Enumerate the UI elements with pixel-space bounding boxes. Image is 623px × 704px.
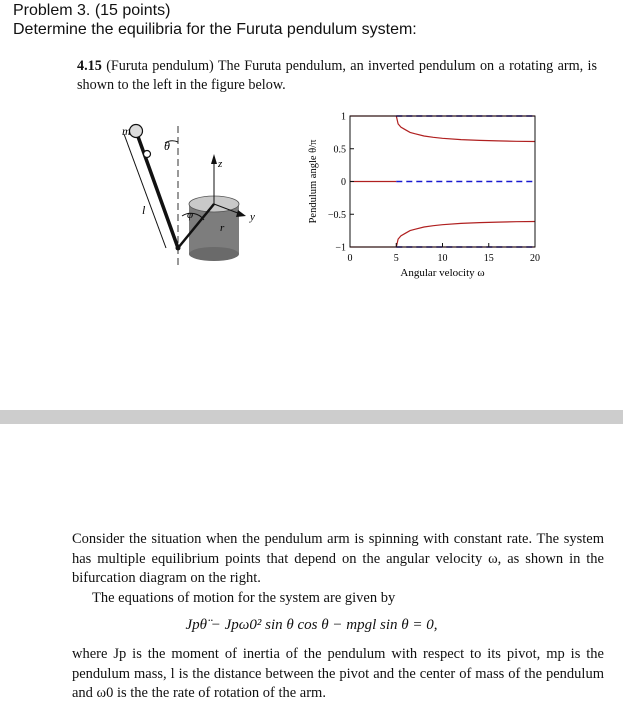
excerpt-paragraph (77, 57, 597, 95)
y-tick-label: 0 (341, 177, 346, 188)
situation-paragraph: Consider the situation when the pendulum arm is spinning with constant rate. The system has multiple equilibrium points that depend on the angular velocity ω, as shown in the bifurcation diagram on the right. (72, 531, 604, 586)
y-axis-label: Pendulum angle θ/π (308, 139, 319, 224)
y-tick-label: 1 (341, 111, 346, 123)
x-axis-label: Angular velocity ω (400, 267, 485, 279)
label-phi: φ (187, 209, 194, 221)
pivot-point (176, 246, 181, 251)
label-theta: θ (164, 139, 170, 153)
label-mass: m (122, 124, 131, 138)
bifurcation-chart (300, 100, 550, 290)
label-length: l (142, 203, 146, 217)
excerpt-number: 4.15 (77, 58, 102, 74)
problem-title: Problem 3. (15 points) (13, 2, 171, 19)
x-tick-label: 0 (347, 253, 353, 264)
separator-band (0, 410, 623, 424)
x-tick-label: 15 (483, 253, 494, 264)
y-tick-label: 0.5 (333, 144, 346, 156)
equation-of-motion: Jpθ̈ − Jpω0² sin θ cos θ − mpgl sin θ = 0, (185, 617, 438, 633)
z-axis-arrow (211, 154, 217, 164)
pendulum-mass-bob (130, 125, 143, 138)
x-tick-label: 5 (393, 253, 399, 264)
center-of-mass-marker (144, 151, 151, 158)
series-line-3 (396, 116, 535, 142)
body-paragraph (72, 530, 604, 608)
x-tick-label: 20 (530, 253, 540, 264)
equations-intro: The equations of motion for the system are given by (92, 589, 396, 606)
x-tick-label: 10 (437, 253, 448, 264)
y-tick-label: −1 (335, 242, 346, 254)
where-paragraph (72, 645, 604, 704)
pendulum-figure (112, 118, 272, 270)
chart-marks (350, 116, 535, 247)
chart-ticks (328, 112, 540, 265)
y-tick-label: −0.5 (327, 209, 346, 221)
excerpt-text: (Furuta pendulum) The Furuta pendulum, an inverted pendulum on a rotating arm, is shown to the left in the figure below. (77, 58, 598, 93)
label-z-axis: z (218, 158, 223, 170)
series-line-4 (396, 222, 535, 248)
pendulum-rod (136, 131, 178, 248)
problem-subtitle: Determine the equilibria for the Furuta pendulum system: (13, 21, 417, 38)
label-y-axis: y (250, 211, 255, 223)
where-text: where Jp is the moment of inertia of the pendulum with respect to its pivot, mp is the pendulum mass, l is the distance between the pivot and the center of mass of the pendulum and ω0 is the the rate of rotation of the arm. (72, 646, 604, 701)
label-radius: r (220, 222, 225, 234)
